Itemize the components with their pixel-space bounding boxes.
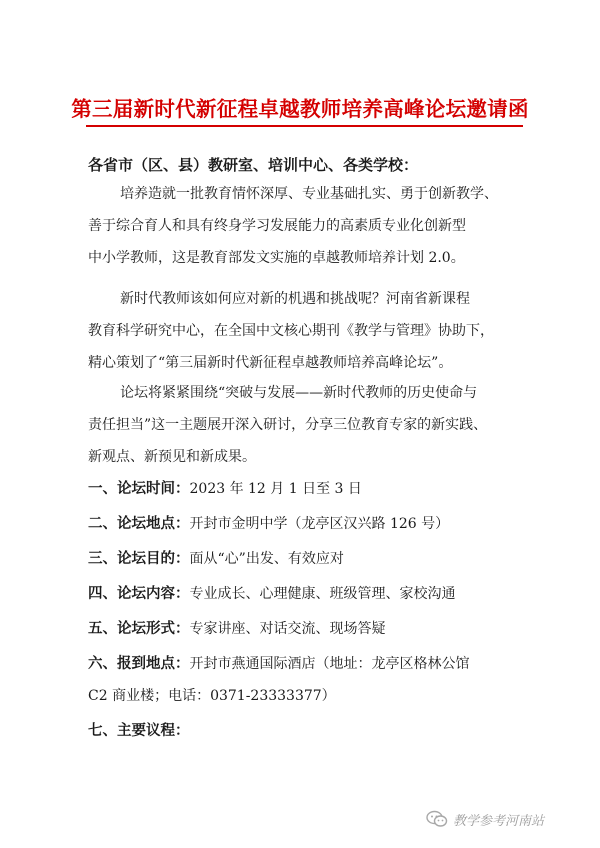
paragraph-line: 培养造就一批教育情怀深厚、专业基础扎实、勇于创新教学、	[120, 186, 498, 202]
forum-venue-item	[88, 508, 528, 540]
paragraph-line: 新观点、新预见和新成果。	[88, 449, 256, 465]
paragraph-1	[88, 178, 518, 274]
item-value: 专家讲座、对话交流、现场答疑	[189, 621, 386, 637]
paragraph-2	[88, 283, 518, 379]
paragraph-line: 善于综合育人和具有终身学习发展能力的高素质专业化创新型	[88, 218, 466, 234]
item-label: 七、主要议程：	[88, 723, 190, 739]
item-value: 2023 年 12 月 1 日至 3 日	[189, 481, 362, 497]
item-value: 开封市燕通国际酒店（地址：龙亭区格林公馆	[189, 656, 470, 672]
paragraph-line: 新时代教师该如何应对新的机遇和挑战呢？河南省新课程	[120, 291, 470, 307]
forum-format-item	[88, 613, 528, 645]
item-value: 专业成长、心理健康、班级管理、家校沟通	[189, 586, 456, 602]
item-label: 五、论坛形式：	[88, 621, 190, 637]
item-label: 六、报到地点：	[88, 656, 190, 672]
main-agenda-item	[88, 715, 528, 747]
paragraph-line: 教育科学研究中心，在全国中文核心期刊《教学与管理》协助下，	[88, 323, 494, 339]
paragraph-line: 论坛将紧紧围绕“突破与发展——新时代教师的历史使命与	[120, 385, 478, 401]
forum-purpose-item	[88, 543, 528, 575]
item-label: 四、论坛内容：	[88, 586, 190, 602]
document-title: 第三届新时代新征程卓越教师培养高峰论坛邀请函	[71, 97, 529, 121]
check-in-location-continued: C2 商业楼；电话：0371-23333377）	[88, 688, 336, 704]
forum-content-item	[88, 578, 528, 610]
forum-time-item	[88, 473, 528, 505]
watermark-text: 教学参考河南站	[453, 813, 545, 829]
item-label: 二、论坛地点：	[88, 516, 190, 532]
paragraph-line: 中小学教师，这是教育部发文实施的卓越教师培养计划 2.0。	[88, 250, 465, 266]
paragraph-line: 责任担当”这一主题展开深入研讨，分享三位教育专家的新实践、	[88, 417, 488, 433]
item-value: 面从“心”出发、有效应对	[189, 551, 344, 567]
title-divider	[86, 125, 523, 127]
item-label: 一、论坛时间：	[88, 481, 190, 497]
item-value: 开封市金明中学（龙亭区汉兴路 126 号）	[189, 516, 450, 532]
wechat-icon	[426, 810, 448, 828]
salutation: 各省市（区、县）教研室、培训中心、各类学校：	[88, 156, 419, 174]
item-label: 三、论坛目的：	[88, 551, 190, 567]
paragraph-3	[88, 377, 518, 473]
watermark	[426, 808, 544, 830]
check-in-location-item	[88, 648, 528, 680]
paragraph-line: 精心策划了“第三届新时代新征程卓越教师培养高峰论坛”。	[88, 355, 453, 371]
